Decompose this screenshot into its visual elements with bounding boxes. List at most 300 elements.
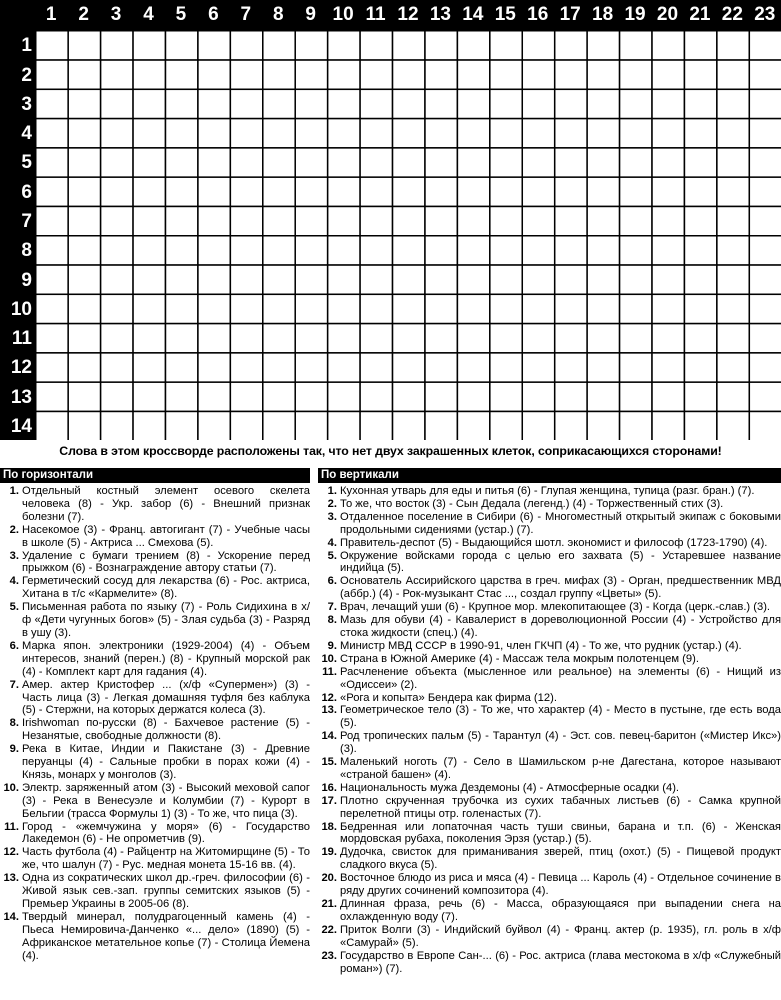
grid-cell[interactable] [133, 411, 165, 440]
grid-cell[interactable] [749, 382, 781, 411]
grid-cell[interactable] [36, 31, 68, 60]
grid-cell[interactable] [230, 382, 262, 411]
grid-cell[interactable] [36, 206, 68, 235]
grid-cell[interactable] [133, 206, 165, 235]
grid-cell[interactable] [68, 148, 100, 177]
grid-cell[interactable] [198, 353, 230, 382]
grid-cell[interactable] [230, 119, 262, 148]
grid-cell[interactable] [328, 148, 360, 177]
grid-cell[interactable] [425, 294, 457, 323]
grid-cell[interactable] [749, 89, 781, 118]
grid-cell[interactable] [587, 382, 619, 411]
grid-cell[interactable] [749, 353, 781, 382]
grid-cell[interactable] [393, 89, 425, 118]
grid-cell[interactable] [490, 236, 522, 265]
grid-cell[interactable] [165, 177, 197, 206]
grid-cell[interactable] [717, 206, 749, 235]
grid-cell[interactable] [717, 353, 749, 382]
grid-cell[interactable] [230, 60, 262, 89]
grid-cell[interactable] [393, 60, 425, 89]
grid-cell[interactable] [36, 324, 68, 353]
grid-cell[interactable] [165, 411, 197, 440]
grid-cell[interactable] [522, 294, 554, 323]
grid-cell[interactable] [684, 294, 716, 323]
grid-cell[interactable] [749, 177, 781, 206]
grid-cell[interactable] [555, 294, 587, 323]
grid-cell[interactable] [133, 294, 165, 323]
grid-cell[interactable] [328, 411, 360, 440]
grid-cell[interactable] [555, 89, 587, 118]
grid-cell[interactable] [68, 236, 100, 265]
grid-cell[interactable] [393, 353, 425, 382]
grid-cell[interactable] [165, 148, 197, 177]
grid-cell[interactable] [457, 31, 489, 60]
grid-cell[interactable] [101, 119, 133, 148]
grid-cell[interactable] [490, 119, 522, 148]
grid-cell[interactable] [198, 324, 230, 353]
grid-cell[interactable] [522, 89, 554, 118]
grid-cell[interactable] [68, 31, 100, 60]
grid-cell[interactable] [587, 148, 619, 177]
grid-cell[interactable] [101, 206, 133, 235]
grid-cell[interactable] [68, 353, 100, 382]
grid-cell[interactable] [198, 265, 230, 294]
grid-cell[interactable] [295, 206, 327, 235]
grid-cell[interactable] [133, 324, 165, 353]
grid-cell[interactable] [457, 177, 489, 206]
grid-cell[interactable] [68, 206, 100, 235]
grid-cell[interactable] [457, 148, 489, 177]
grid-cell[interactable] [425, 382, 457, 411]
grid-cell[interactable] [101, 236, 133, 265]
grid-cell[interactable] [652, 236, 684, 265]
grid-cell[interactable] [198, 119, 230, 148]
grid-cell[interactable] [68, 411, 100, 440]
grid-cell[interactable] [749, 60, 781, 89]
grid-cell[interactable] [198, 236, 230, 265]
grid-cell[interactable] [133, 31, 165, 60]
grid-cell[interactable] [717, 177, 749, 206]
grid-cell[interactable] [328, 206, 360, 235]
grid-cell[interactable] [36, 177, 68, 206]
grid-cell[interactable] [263, 177, 295, 206]
grid-cell[interactable] [457, 60, 489, 89]
grid-cell[interactable] [717, 324, 749, 353]
grid-cell[interactable] [425, 177, 457, 206]
grid-cell[interactable] [749, 294, 781, 323]
grid-cell[interactable] [165, 60, 197, 89]
grid-cell[interactable] [198, 89, 230, 118]
grid-cell[interactable] [328, 265, 360, 294]
grid-cell[interactable] [328, 177, 360, 206]
grid-cell[interactable] [555, 382, 587, 411]
grid-cell[interactable] [230, 89, 262, 118]
grid-cell[interactable] [652, 294, 684, 323]
grid-cell[interactable] [295, 294, 327, 323]
grid-cell[interactable] [522, 324, 554, 353]
grid-cell[interactable] [749, 236, 781, 265]
grid-cell[interactable] [198, 177, 230, 206]
grid-cell[interactable] [263, 148, 295, 177]
grid-cell[interactable] [198, 294, 230, 323]
grid-cell[interactable] [555, 353, 587, 382]
grid-cell[interactable] [749, 31, 781, 60]
grid-cell[interactable] [101, 31, 133, 60]
grid-cell[interactable] [522, 382, 554, 411]
grid-cell[interactable] [490, 382, 522, 411]
grid-cell[interactable] [587, 324, 619, 353]
grid-cell[interactable] [230, 177, 262, 206]
grid-cell[interactable] [717, 31, 749, 60]
grid-cell[interactable] [360, 382, 392, 411]
grid-cell[interactable] [620, 236, 652, 265]
grid-cell[interactable] [230, 206, 262, 235]
grid-cell[interactable] [393, 236, 425, 265]
grid-cell[interactable] [36, 60, 68, 89]
grid-cell[interactable] [490, 31, 522, 60]
grid-cell[interactable] [457, 353, 489, 382]
grid-cell[interactable] [522, 31, 554, 60]
grid-cell[interactable] [684, 177, 716, 206]
grid-cell[interactable] [295, 119, 327, 148]
grid-cell[interactable] [749, 148, 781, 177]
grid-cell[interactable] [490, 177, 522, 206]
grid-cell[interactable] [587, 31, 619, 60]
grid-cell[interactable] [230, 31, 262, 60]
grid-cell[interactable] [555, 31, 587, 60]
grid-cell[interactable] [490, 148, 522, 177]
grid-cell[interactable] [295, 31, 327, 60]
grid-cell[interactable] [36, 382, 68, 411]
grid-cell[interactable] [522, 206, 554, 235]
grid-cell[interactable] [425, 353, 457, 382]
grid-cell[interactable] [360, 89, 392, 118]
grid-cell[interactable] [360, 353, 392, 382]
grid-cell[interactable] [457, 382, 489, 411]
grid-cell[interactable] [36, 148, 68, 177]
grid-cell[interactable] [490, 353, 522, 382]
grid-cell[interactable] [457, 236, 489, 265]
grid-cell[interactable] [587, 177, 619, 206]
grid-cell[interactable] [328, 324, 360, 353]
grid-cell[interactable] [68, 265, 100, 294]
grid-cell[interactable] [652, 177, 684, 206]
grid-cell[interactable] [198, 206, 230, 235]
grid-cell[interactable] [684, 411, 716, 440]
grid-cell[interactable] [620, 177, 652, 206]
grid-cell[interactable] [555, 236, 587, 265]
grid-cell[interactable] [101, 294, 133, 323]
grid-cell[interactable] [522, 119, 554, 148]
grid-cell[interactable] [198, 60, 230, 89]
grid-cell[interactable] [652, 89, 684, 118]
grid-cell[interactable] [36, 353, 68, 382]
grid-cell[interactable] [490, 294, 522, 323]
grid-cell[interactable] [490, 89, 522, 118]
grid-cell[interactable] [587, 119, 619, 148]
grid-cell[interactable] [684, 324, 716, 353]
grid-cell[interactable] [425, 236, 457, 265]
grid-cell[interactable] [328, 236, 360, 265]
grid-cell[interactable] [295, 60, 327, 89]
grid-cell[interactable] [198, 31, 230, 60]
grid-cell[interactable] [295, 324, 327, 353]
grid-cell[interactable] [36, 89, 68, 118]
grid-cell[interactable] [522, 177, 554, 206]
grid-cell[interactable] [457, 89, 489, 118]
grid-cell[interactable] [425, 206, 457, 235]
grid-cell[interactable] [36, 119, 68, 148]
grid-cell[interactable] [587, 353, 619, 382]
grid-cell[interactable] [328, 294, 360, 323]
grid-cell[interactable] [587, 265, 619, 294]
grid-cell[interactable] [360, 31, 392, 60]
grid-cell[interactable] [68, 177, 100, 206]
grid-cell[interactable] [133, 119, 165, 148]
grid-cell[interactable] [522, 353, 554, 382]
grid-cell[interactable] [717, 265, 749, 294]
grid-cell[interactable] [425, 411, 457, 440]
grid-cell[interactable] [684, 353, 716, 382]
grid-cell[interactable] [360, 60, 392, 89]
grid-cell[interactable] [263, 236, 295, 265]
grid-cell[interactable] [263, 31, 295, 60]
grid-cell[interactable] [295, 148, 327, 177]
grid-cell[interactable] [263, 324, 295, 353]
grid-cell[interactable] [749, 206, 781, 235]
grid-cell[interactable] [620, 411, 652, 440]
grid-cell[interactable] [749, 411, 781, 440]
grid-cell[interactable] [684, 148, 716, 177]
grid-cell[interactable] [328, 382, 360, 411]
grid-cell[interactable] [165, 353, 197, 382]
grid-cell[interactable] [684, 60, 716, 89]
grid-cell[interactable] [717, 411, 749, 440]
grid-cell[interactable] [133, 353, 165, 382]
grid-cell[interactable] [133, 265, 165, 294]
grid-cell[interactable] [101, 60, 133, 89]
grid-cell[interactable] [684, 236, 716, 265]
grid-cell[interactable] [620, 89, 652, 118]
grid-cell[interactable] [684, 89, 716, 118]
grid-cell[interactable] [133, 89, 165, 118]
grid-cell[interactable] [490, 411, 522, 440]
grid-cell[interactable] [587, 411, 619, 440]
grid-cell[interactable] [36, 265, 68, 294]
grid-cell[interactable] [457, 294, 489, 323]
grid-cell[interactable] [620, 31, 652, 60]
grid-cell[interactable] [68, 294, 100, 323]
grid-cell[interactable] [295, 265, 327, 294]
grid-cell[interactable] [230, 265, 262, 294]
grid-cell[interactable] [101, 177, 133, 206]
grid-cell[interactable] [620, 265, 652, 294]
grid-cell[interactable] [295, 236, 327, 265]
grid-cell[interactable] [393, 294, 425, 323]
grid-cell[interactable] [295, 89, 327, 118]
grid-cell[interactable] [652, 382, 684, 411]
grid-cell[interactable] [522, 60, 554, 89]
grid-cell[interactable] [717, 294, 749, 323]
grid-cell[interactable] [133, 60, 165, 89]
grid-cell[interactable] [522, 148, 554, 177]
grid-cell[interactable] [620, 324, 652, 353]
grid-cell[interactable] [555, 411, 587, 440]
grid-cell[interactable] [393, 382, 425, 411]
grid-cell[interactable] [295, 177, 327, 206]
grid-cell[interactable] [425, 148, 457, 177]
grid-cell[interactable] [522, 411, 554, 440]
grid-cell[interactable] [360, 324, 392, 353]
grid-cell[interactable] [263, 353, 295, 382]
grid-cell[interactable] [263, 89, 295, 118]
grid-cell[interactable] [36, 236, 68, 265]
grid-cell[interactable] [36, 294, 68, 323]
grid-cell[interactable] [230, 294, 262, 323]
grid-cell[interactable] [263, 382, 295, 411]
grid-cell[interactable] [360, 411, 392, 440]
grid-cell[interactable] [263, 206, 295, 235]
grid-cell[interactable] [457, 265, 489, 294]
grid-cell[interactable] [165, 119, 197, 148]
grid-cell[interactable] [684, 31, 716, 60]
grid-cell[interactable] [684, 206, 716, 235]
grid-cell[interactable] [360, 206, 392, 235]
grid-cell[interactable] [101, 148, 133, 177]
grid-cell[interactable] [587, 206, 619, 235]
grid-cell[interactable] [360, 236, 392, 265]
grid-cell[interactable] [749, 324, 781, 353]
grid-cell[interactable] [620, 294, 652, 323]
grid-cell[interactable] [490, 265, 522, 294]
grid-cell[interactable] [165, 206, 197, 235]
grid-cell[interactable] [165, 324, 197, 353]
grid-cell[interactable] [165, 382, 197, 411]
grid-cell[interactable] [425, 119, 457, 148]
grid-cell[interactable] [165, 31, 197, 60]
grid-cell[interactable] [717, 89, 749, 118]
grid-cell[interactable] [360, 265, 392, 294]
grid-cell[interactable] [522, 236, 554, 265]
grid-cell[interactable] [101, 411, 133, 440]
grid-cell[interactable] [133, 236, 165, 265]
grid-cell[interactable] [555, 148, 587, 177]
grid-cell[interactable] [425, 31, 457, 60]
grid-cell[interactable] [263, 119, 295, 148]
grid-cell[interactable] [230, 236, 262, 265]
grid-cell[interactable] [684, 265, 716, 294]
grid-cell[interactable] [555, 206, 587, 235]
grid-cell[interactable] [295, 382, 327, 411]
grid-cell[interactable] [522, 265, 554, 294]
grid-cell[interactable] [749, 265, 781, 294]
grid-cell[interactable] [68, 324, 100, 353]
grid-cell[interactable] [490, 206, 522, 235]
grid-cell[interactable] [263, 411, 295, 440]
grid-cell[interactable] [652, 148, 684, 177]
grid-cell[interactable] [684, 382, 716, 411]
grid-cell[interactable] [587, 89, 619, 118]
grid-cell[interactable] [717, 60, 749, 89]
grid-cell[interactable] [263, 294, 295, 323]
grid-cell[interactable] [620, 206, 652, 235]
grid-cell[interactable] [393, 148, 425, 177]
grid-cell[interactable] [101, 382, 133, 411]
grid-cell[interactable] [36, 411, 68, 440]
grid-cell[interactable] [652, 324, 684, 353]
grid-cell[interactable] [360, 177, 392, 206]
grid-cell[interactable] [652, 31, 684, 60]
grid-cell[interactable] [620, 60, 652, 89]
grid-cell[interactable] [165, 265, 197, 294]
grid-cell[interactable] [198, 148, 230, 177]
grid-cell[interactable] [490, 60, 522, 89]
grid-cell[interactable] [620, 353, 652, 382]
grid-cell[interactable] [652, 206, 684, 235]
grid-cell[interactable] [393, 177, 425, 206]
grid-cell[interactable] [230, 353, 262, 382]
grid-cell[interactable] [393, 206, 425, 235]
grid-cell[interactable] [457, 119, 489, 148]
grid-cell[interactable] [133, 382, 165, 411]
grid-cell[interactable] [457, 411, 489, 440]
grid-cell[interactable] [393, 411, 425, 440]
grid-cell[interactable] [360, 148, 392, 177]
grid-cell[interactable] [360, 119, 392, 148]
grid-cell[interactable] [328, 353, 360, 382]
grid-cell[interactable] [652, 119, 684, 148]
grid-cell[interactable] [101, 353, 133, 382]
grid-cell[interactable] [425, 324, 457, 353]
grid-cell[interactable] [652, 60, 684, 89]
grid-cell[interactable] [101, 89, 133, 118]
grid-cell[interactable] [393, 324, 425, 353]
grid-cell[interactable] [328, 89, 360, 118]
grid-cell[interactable] [295, 411, 327, 440]
grid-cell[interactable] [717, 119, 749, 148]
grid-cell[interactable] [490, 324, 522, 353]
grid-cell[interactable] [555, 265, 587, 294]
grid-cell[interactable] [652, 411, 684, 440]
grid-cell[interactable] [165, 294, 197, 323]
grid-cell[interactable] [263, 265, 295, 294]
grid-cell[interactable] [101, 324, 133, 353]
grid-cell[interactable] [555, 177, 587, 206]
grid-cell[interactable] [555, 60, 587, 89]
grid-cell[interactable] [393, 119, 425, 148]
grid-cell[interactable] [133, 148, 165, 177]
grid-cell[interactable] [68, 119, 100, 148]
grid-cell[interactable] [555, 324, 587, 353]
grid-cell[interactable] [295, 353, 327, 382]
grid-cell[interactable] [587, 60, 619, 89]
grid-cell[interactable] [717, 148, 749, 177]
grid-cell[interactable] [360, 294, 392, 323]
grid-cell[interactable] [620, 119, 652, 148]
grid-cell[interactable] [198, 411, 230, 440]
grid-cell[interactable] [620, 382, 652, 411]
grid-cell[interactable] [457, 324, 489, 353]
grid-cell[interactable] [198, 382, 230, 411]
grid-cell[interactable] [328, 119, 360, 148]
grid-cell[interactable] [587, 294, 619, 323]
grid-cell[interactable] [717, 382, 749, 411]
grid-cell[interactable] [101, 265, 133, 294]
grid-cell[interactable] [620, 148, 652, 177]
grid-cell[interactable] [425, 60, 457, 89]
grid-cell[interactable] [68, 382, 100, 411]
grid-cell[interactable] [555, 119, 587, 148]
